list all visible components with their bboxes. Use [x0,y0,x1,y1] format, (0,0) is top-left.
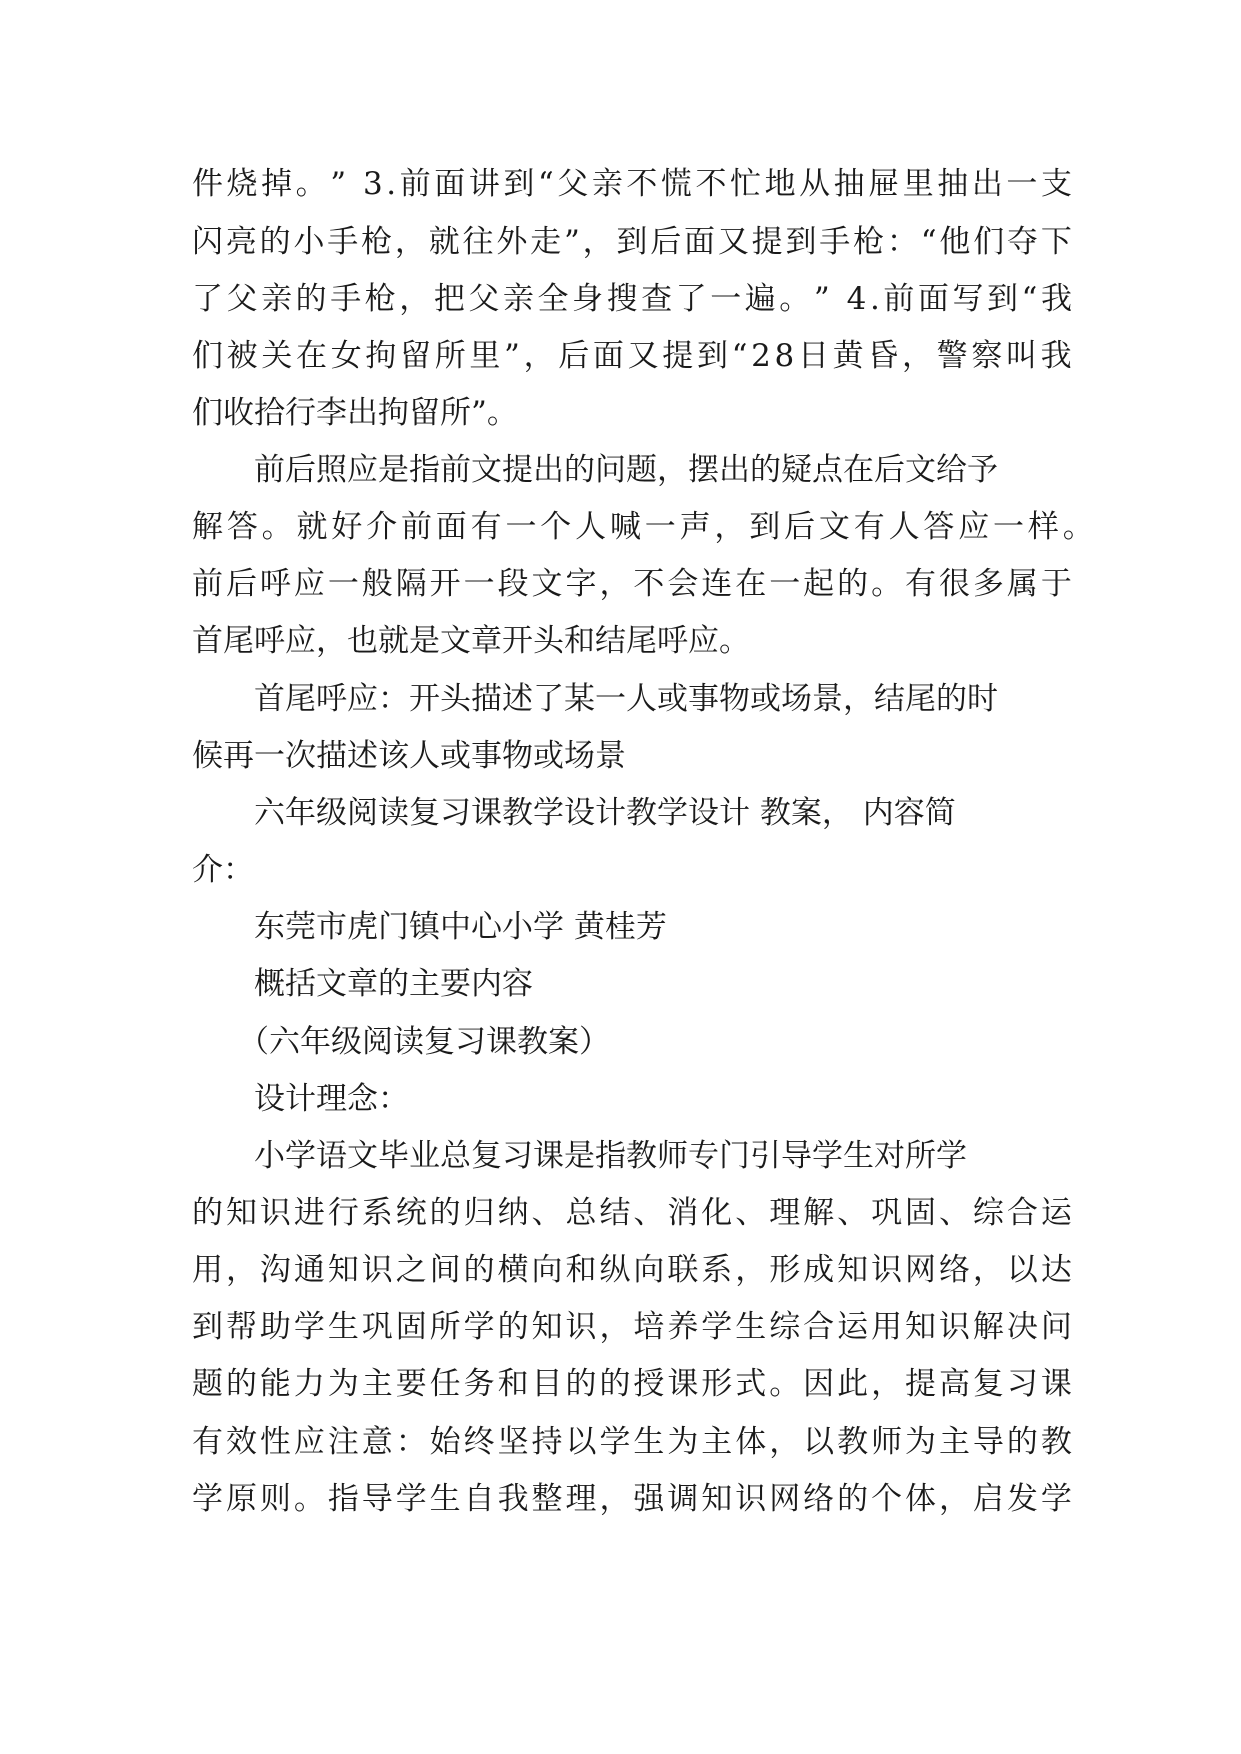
text-line: 候再一次描述该人或事物或场景 [192,738,626,774]
text-line: 有 效 性 应 注 意 ： 始 终 坚 持 以 学 生 为 主 体 ， 以 教 师 为 主 导 的 教 [192,1424,1072,1460]
text-line: 首尾呼应，也就是文章开头和结尾呼应。 [192,623,750,659]
text-line: 了 父 亲 的 手 枪 ， 把 父 亲 全 身 搜 查 了 一 遍 。 ” 4 . 前 面 写 到 “ 我 [192,281,1072,317]
text-line: 闪 亮 的 小 手 枪 ， 就 往 外 走 ” ， 到 后 面 又 提 到 手 枪 ： “ 他 们 夺 下 [192,224,1072,260]
paragraph-line: 前后照应是指前文提出的问题，摆出的疑点在后文给予 [254,452,998,488]
paragraph-line: 首尾呼应：开头描述了某一人或事物或场景，结尾的时 [254,681,998,717]
paragraph-line: 六年级阅读复习课教学设计教学设计 教案， 内容简 [254,795,956,831]
subtitle-line: （六年级阅读复习课教案） [238,1024,610,1060]
text-line: 件 烧 掉 。 ” 3 . 前 面 讲 到 “ 父 亲 不 慌 不 忙 地 从 抽 屉 里 抽 出 一 支 [192,166,1072,202]
text-line: 前 后 呼 应 一 般 隔 开 一 段 文 字 ， 不 会 连 在 一 起 的 。 有 很 多 属 于 [192,566,1072,602]
paragraph-line: 小学语文毕业总复习课是指教师专门引导学生对所学 [254,1138,967,1174]
author-line: 东莞市虎门镇中心小学 黄桂芳 [254,909,667,945]
section-label: 设计理念： [254,1081,409,1117]
text-line: 介： [192,852,254,888]
text-line: 解 答 。 就 好 介 前 面 有 一 个 人 喊 一 声 ， 到 后 文 有 人 答 应 一 样 。 [192,509,1094,545]
text-line: 题 的 能 力 为 主 要 任 务 和 目 的 的 授 课 形 式 。 因 此 ， 提 高 复 习 课 [192,1366,1072,1402]
text-line: 的 知 识 进 行 系 统 的 归 纳 、 总 结 、 消 化 、 理 解 、 巩 固 、 综 合 运 [192,1195,1072,1231]
text-line: 到 帮 助 学 生 巩 固 所 学 的 知 识 ， 培 养 学 生 综 合 运 用 知 识 解 决 问 [192,1309,1072,1345]
text-line: 学 原 则 。 指 导 学 生 自 我 整 理 ， 强 调 知 识 网 络 的 个 体 ， 启 发 学 [192,1481,1072,1517]
heading-line: 概括文章的主要内容 [254,966,533,1002]
text-line: 用 ， 沟 通 知 识 之 间 的 横 向 和 纵 向 联 系 ， 形 成 知 识 网 络 ， 以 达 [192,1252,1072,1288]
text-line: 们收拾行李出拘留所”。 [192,395,518,431]
text-line: 们 被 关 在 女 拘 留 所 里 ” ， 后 面 又 提 到 “ 2 8 日 黄 昏 ， 警 察 叫 我 [192,338,1072,374]
